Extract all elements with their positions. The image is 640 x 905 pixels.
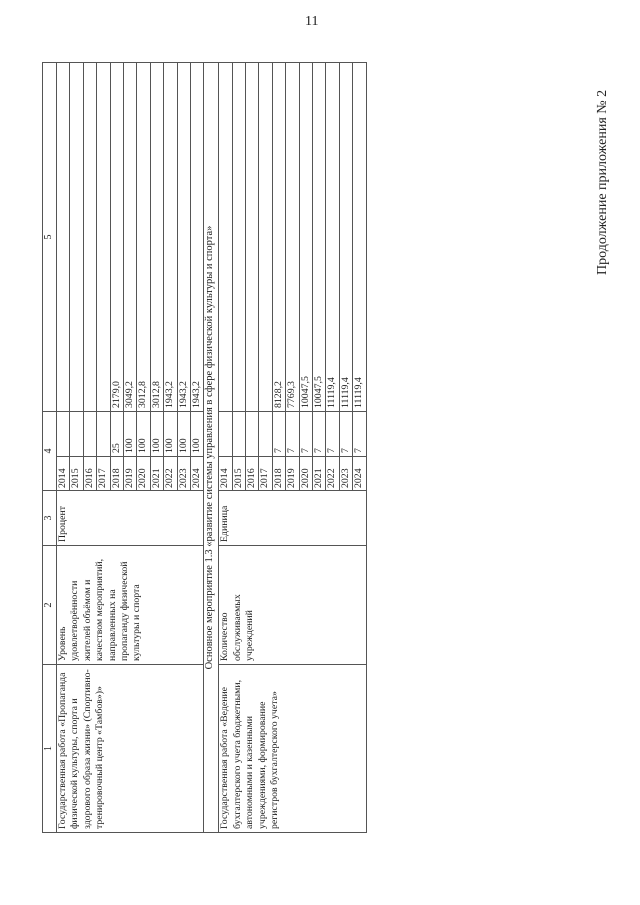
year-row (57, 63, 70, 490)
header-col-1: 1 (43, 665, 57, 833)
value-cell: 100 (124, 411, 136, 456)
year-cell: 2018 (273, 456, 285, 490)
year-row (353, 63, 365, 490)
year-cell: 2023 (178, 456, 190, 490)
year-row (124, 63, 137, 490)
year-cell: 2015 (233, 456, 245, 490)
value-cell (84, 411, 96, 456)
header-col-4-5 (43, 63, 57, 491)
appendix-table (42, 62, 367, 833)
amount-cell (259, 63, 271, 411)
year-row (191, 63, 203, 490)
value-cell: 7 (340, 411, 352, 456)
header-row (43, 63, 57, 833)
year-row (84, 63, 97, 490)
value-cell: 100 (178, 411, 190, 456)
year-cell: 2020 (300, 456, 312, 490)
year-row (340, 63, 353, 490)
amount-cell (84, 63, 96, 411)
amount-cell: 1943,2 (190, 381, 202, 408)
year-cell: 2016 (246, 456, 258, 490)
header-col-4: 4 (43, 411, 56, 490)
year-cell: 2016 (84, 456, 96, 490)
value-cell: 100 (151, 411, 163, 456)
year-row (313, 63, 326, 490)
amount-cell (233, 63, 245, 411)
page-number: 11 (305, 14, 319, 29)
block2-work: Государственная работа «Ведение бухгалтерского учета бюджетными, автономными и казенными учреждениями, формирование регистров бухгалтерского учета» (219, 665, 366, 833)
value-cell (70, 411, 82, 456)
amount-cell: 3012,8 (137, 381, 149, 408)
value-cell: 100 (137, 411, 149, 456)
value-cell (97, 411, 109, 456)
year-row (259, 63, 272, 490)
value-cell (246, 411, 258, 456)
block1-indicator: Уровень удовлетворённости жителей объёмом и качеством мероприятий, направленных на пропаганду физической культуры и спорта (57, 546, 204, 665)
year-row (178, 63, 191, 490)
amount-cell: 10047,5 (313, 376, 325, 408)
year-row (151, 63, 164, 490)
value-cell: 7 (313, 411, 325, 456)
value-cell: 7 (353, 411, 365, 456)
year-row (111, 63, 124, 490)
block2-row (219, 63, 366, 833)
amount-cell: 2179,0 (110, 381, 122, 408)
header-col-3: 3 (43, 491, 57, 546)
amount-cell (57, 63, 69, 411)
amount-cell: 1943,2 (177, 381, 189, 408)
year-row (286, 63, 299, 490)
year-row (300, 63, 313, 490)
amount-cell: 3049,2 (123, 381, 135, 408)
amount-cell: 3012,8 (150, 381, 162, 408)
year-cell: 2019 (124, 456, 136, 490)
year-row (219, 63, 232, 490)
value-cell: 7 (300, 411, 312, 456)
year-cell: 2024 (191, 456, 203, 490)
year-row (164, 63, 177, 490)
amount-cell: 11119,4 (326, 377, 338, 408)
amount-cell: 7769,3 (286, 381, 298, 408)
amount-cell: 1943,2 (164, 381, 176, 408)
amount-cell: 8128,2 (272, 381, 284, 408)
year-row (70, 63, 83, 490)
year-row (246, 63, 259, 490)
value-cell (219, 411, 231, 456)
block2-years (219, 63, 366, 491)
year-cell: 2019 (286, 456, 298, 490)
value-cell: 100 (191, 411, 203, 456)
amount-cell (97, 63, 109, 411)
amount-cell: 11119,4 (339, 377, 351, 408)
block2-unit: Единица (219, 491, 366, 546)
amount-cell (246, 63, 258, 411)
year-cell: 2018 (111, 456, 123, 490)
year-cell: 2014 (57, 456, 69, 490)
year-row (137, 63, 150, 490)
year-cell: 2017 (259, 456, 271, 490)
amount-cell: 10047,5 (299, 376, 311, 408)
year-row (233, 63, 246, 490)
value-cell: 100 (164, 411, 176, 456)
year-cell: 2022 (326, 456, 338, 490)
block2-indicator: Количество обслуживаемых учреждений (219, 546, 366, 665)
year-cell: 2021 (313, 456, 325, 490)
header-col-5: 5 (43, 234, 54, 240)
year-row (326, 63, 339, 490)
value-cell (259, 411, 271, 456)
year-cell: 2017 (97, 456, 109, 490)
value-cell (233, 411, 245, 456)
block1-work: Государственная работа «Пропаганда физической культуры, спорта и здорового образа жизни» (Спортивно-тренировочный центр «Тамбов»)» (57, 665, 204, 833)
section-title: Основное мероприятие 1.3 «развитие системы управления в сфере физической культуры и спорта» (204, 63, 219, 833)
block1-years (57, 63, 204, 491)
amount-cell (70, 63, 82, 411)
year-row (97, 63, 110, 490)
header-col-2: 2 (43, 546, 57, 665)
amount-cell (219, 63, 231, 411)
year-row (273, 63, 286, 490)
year-cell: 2023 (340, 456, 352, 490)
block1-unit: Процент (57, 491, 204, 546)
value-cell: 7 (326, 411, 338, 456)
year-cell: 2024 (353, 456, 365, 490)
value-cell: 25 (111, 411, 123, 456)
section-row (204, 63, 219, 833)
value-cell: 7 (286, 411, 298, 456)
block1-row (57, 63, 204, 833)
value-cell (57, 411, 69, 456)
year-cell: 2021 (151, 456, 163, 490)
value-cell: 7 (273, 411, 285, 456)
year-cell: 2014 (219, 456, 231, 490)
appendix-title: Продолжение приложения № 2 (595, 89, 610, 275)
amount-cell: 11119,4 (353, 377, 365, 408)
year-cell: 2015 (70, 456, 82, 490)
year-cell: 2020 (137, 456, 149, 490)
year-cell: 2022 (164, 456, 176, 490)
